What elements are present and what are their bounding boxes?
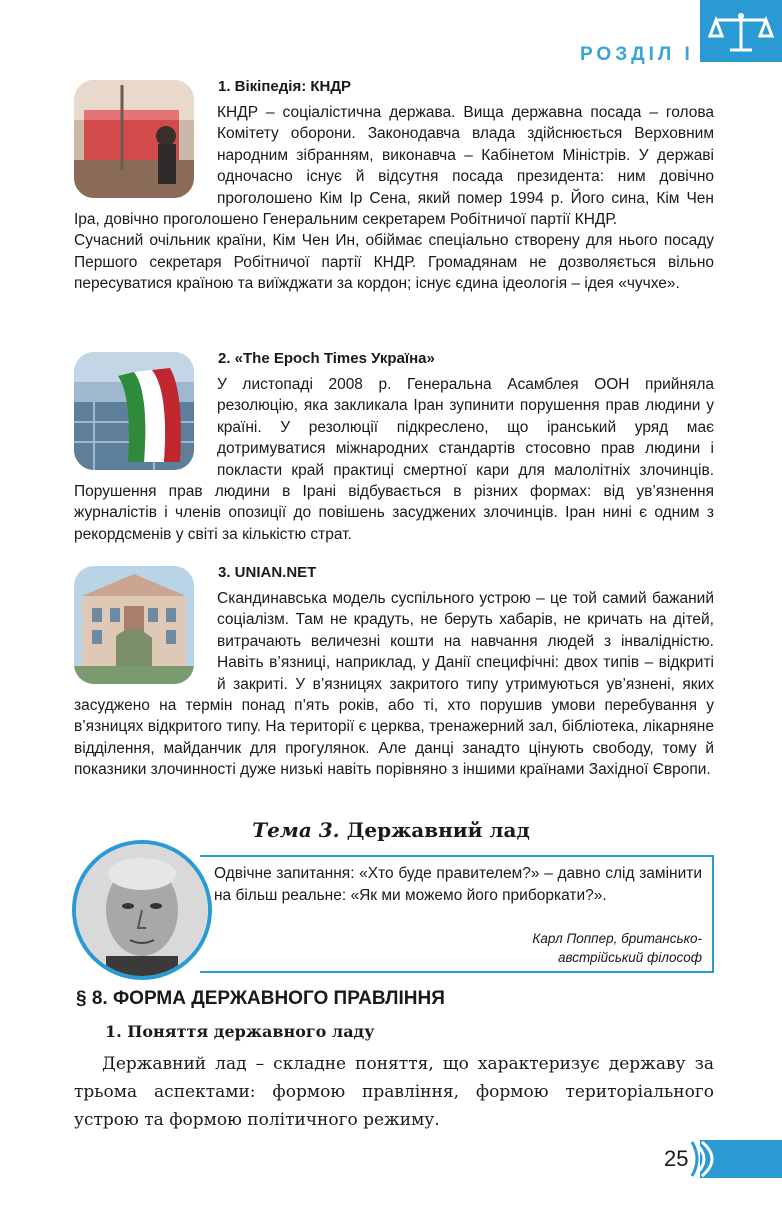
paragraph: У листопаді 2008 р. Генеральна Асамблея ООН прийняла резолюцію, яка закликала Іран зупинити порушення прав людини у країні. У резолюції підкреслено, що іранський уряд має дотримуватися міжнародних стандартів стосовно прав людини і покласти край практиці смертної кари для малолітніх злочинців. Порушення прав людини в Ірані відбувається в різних формах: від ув’язнення журналістів і членів опозиції до повішень засуджених злочинців. Іран нині є одним з рекордсменів у світі за кількістю страт. [74,376,714,543]
subsection-heading: 1. Поняття державного ладу [105,1022,375,1041]
paragraph: Скандинавська модель суспільного устрою – це той самий бажаний соціалізм. Там не крадуть, не беруть хабарів, не кричать на дітей, витрачають величезні кошти на навчання людей з інвалідністю. Навіть в’язниці, наприклад, у Данії специфічні: двох типів – відкриті й закриті. У в’язницях закритого типу утримуються ув’язнені, яких засуджено на термін понад п’ять років, або ті, хто порушив умови перебування у в’язницях відкритого типу. На території є церква, тренажерний зал, бібліотека, лікарняне відділення, майданчик для прогулянок. Але данці занадто цінують свободу, тому й показники злочинності дуже низькі навіть порівняно з іншими країнами Західної Європи. [74,590,714,779]
scales-icon [708,10,774,54]
main-paragraph: Державний лад – складне поняття, що характеризує державу за трьома аспектами: формою правління, формою територіального устрою та формою політичного режиму. [74,1054,714,1130]
section-heading: § 8. ФОРМА ДЕРЖАВНОГО ПРАВЛІННЯ [76,988,445,1009]
quote-author [532,929,702,967]
quote-text: Одвічне запитання: «Хто буде правителем?» – давно слід замінити на більш реальне: «Як ми можемо його приборкати?». [214,865,702,904]
block-title: 1. Вікіпедія: КНДР [218,78,352,95]
portrait-photo [72,840,212,980]
quote-author-line: Карл Поппер, британсько- [532,931,702,946]
block-title: 2. «The Epoch Times Україна» [218,350,435,367]
block-title: 3. UNIAN.NET [218,564,317,581]
paragraph: Сучасний очільник країни, Кім Чен Ин, обіймає спеціально створену для нього посаду Першого секретаря Робітничої партії КНДР. Громадянам не дозволяється вільно пересуватися країною та виїжджати за кордон; існує єдина ідеологія – ідея «чучхе». [74,232,714,293]
page-number: 25 [664,1146,689,1171]
section-label: РОЗДІЛ І [580,44,694,65]
signal-waves-icon [700,1140,782,1178]
header-tab [700,0,782,62]
block-body [74,588,714,781]
quote-box [200,855,714,973]
quote-author-line: австрійський філософ [557,950,702,965]
topic-name: Державний лад [346,818,530,842]
block-body [74,374,714,545]
footer-tab [700,1140,782,1178]
paragraph: КНДР – соціалістична держава. Вища державна посада – голова Комітету оборони. Законодавча влада здійснюється Верховним народним зібранням, виконавча – Кабінетом Міністрів. У державі одночасно існує й відсутня посада президента: ним довічно проголошено Кім Ір Сена, який помер 1994 р. Його сина, Кім Чен Іра, довічно проголошено Генеральним секретарем Робітничої партії КНДР. [74,104,714,229]
topic-prefix: Тема 3. [252,818,340,842]
block-body [74,102,714,295]
topic-title [0,818,782,842]
